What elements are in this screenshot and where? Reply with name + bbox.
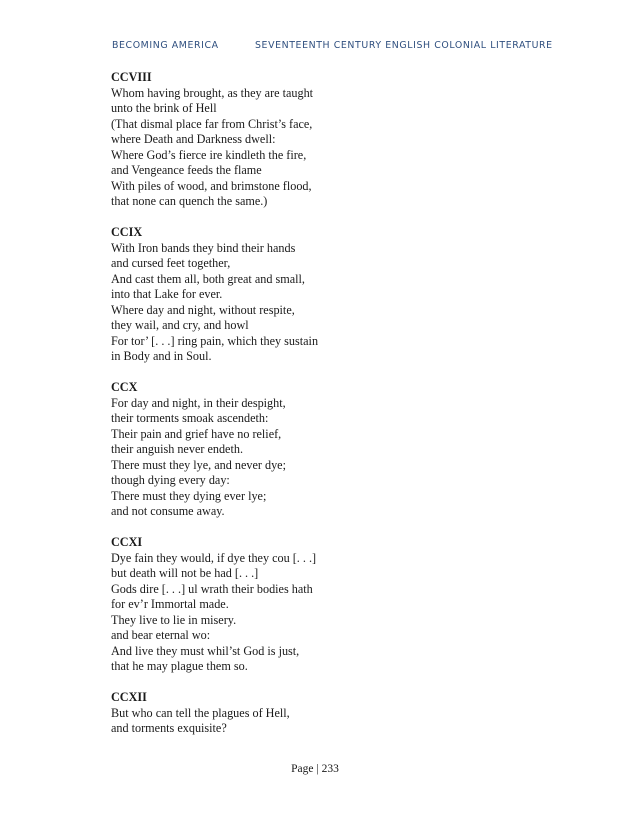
verse-line: into that Lake for ever. (111, 287, 223, 301)
stanza-ccx (111, 380, 531, 520)
verse-line: that none can quench the same.) (111, 194, 268, 208)
verse-line: Where day and night, without respite, (111, 302, 295, 317)
verse-line: And live they must whil’st God is just, (111, 643, 300, 658)
verse-line: Gods dire [. . .] ul wrath their bodies hath (111, 581, 313, 596)
stanza-ccxi (111, 535, 531, 675)
verse-line: There must they dying ever lye; (111, 488, 267, 503)
stanza-ccviii (111, 70, 531, 210)
verse-line: for ev’r Immortal made. (111, 597, 229, 611)
verse-line: and cursed feet together, (111, 256, 231, 270)
verse-line: unto the brink of Hell (111, 101, 217, 115)
stanza-number: CCXI (111, 535, 143, 549)
verse-line: their anguish never endeth. (111, 442, 243, 456)
verse-line: (That dismal place far from Christ’s face, (111, 116, 313, 131)
verse-line: though dying every day: (111, 473, 230, 487)
stanza-ccxii (111, 690, 531, 737)
poem-body (111, 70, 531, 752)
verse-line: Dye fain they would, if dye they cou [. . .] (111, 550, 317, 565)
stanza-number: CCXII (111, 690, 147, 704)
stanza-number: CCX (111, 380, 138, 394)
verse-line: but death will not be had [. . .] (111, 566, 259, 580)
verse-line: that he may plague them so. (111, 659, 248, 673)
verse-line: and torments exquisite? (111, 721, 227, 735)
header-section-title: SEVENTEENTH CENTURY ENGLISH COLONIAL LITERATURE (255, 40, 553, 51)
verse-line: and Vengeance feeds the flame (111, 163, 262, 177)
verse-line: But who can tell the plagues of Hell, (111, 705, 290, 720)
stanza-number: CCVIII (111, 70, 152, 84)
verse-line: With piles of wood, and brimstone flood, (111, 178, 312, 193)
verse-line: For day and night, in their despight, (111, 395, 286, 410)
verse-line: in Body and in Soul. (111, 349, 212, 363)
verse-line: their torments smoak ascendeth: (111, 411, 269, 425)
verse-line: they wail, and cry, and howl (111, 318, 249, 332)
header-book-title: BECOMING AMERICA (112, 40, 219, 51)
verse-line: where Death and Darkness dwell: (111, 132, 276, 146)
verse-line: Their pain and grief have no relief, (111, 426, 282, 441)
verse-line: And cast them all, both great and small, (111, 271, 305, 286)
page-number: Page | 233 (291, 763, 339, 775)
stanza-number: CCIX (111, 225, 143, 239)
verse-line: For tor’ [. . .] ring pain, which they sustain (111, 333, 319, 348)
verse-line: They live to lie in misery. (111, 612, 237, 627)
verse-line: and bear eternal wo: (111, 628, 211, 642)
verse-line: and not consume away. (111, 504, 225, 518)
verse-line: Whom having brought, as they are taught (111, 85, 314, 100)
verse-line: There must they lye, and never dye; (111, 457, 286, 472)
verse-line: Where God’s fierce ire kindleth the fire, (111, 147, 307, 162)
stanza-ccix (111, 225, 531, 365)
verse-line: With Iron bands they bind their hands (111, 240, 296, 255)
